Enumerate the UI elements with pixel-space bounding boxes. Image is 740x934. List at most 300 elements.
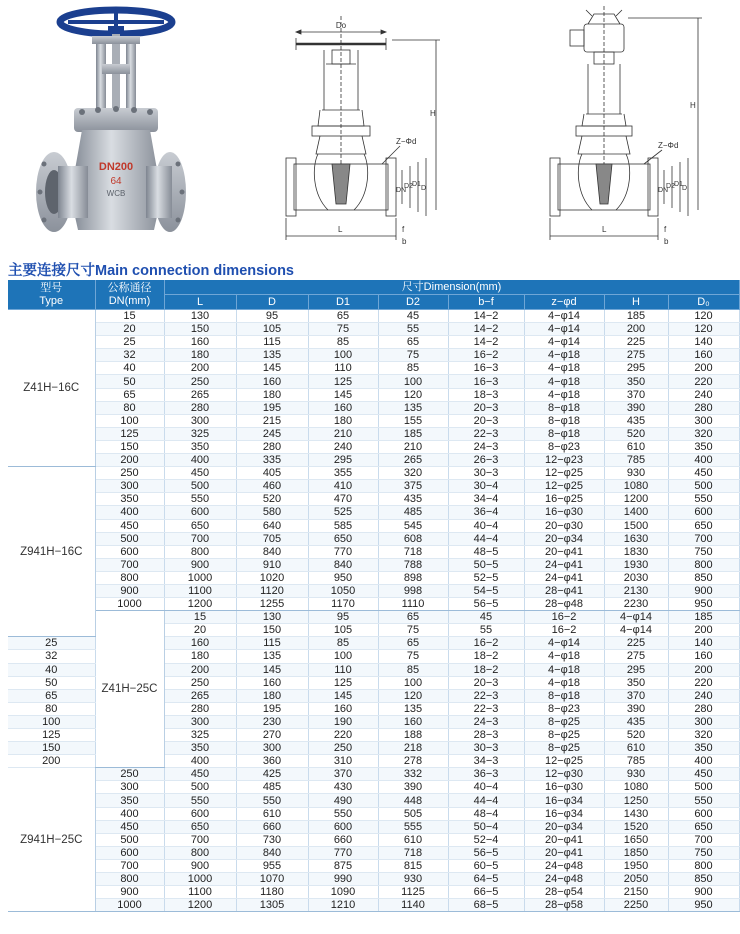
dimension-cell: 220 (668, 676, 739, 689)
dimension-cell: 350 (668, 742, 739, 755)
table-row (8, 519, 739, 532)
dimension-cell: 200 (604, 323, 668, 336)
dimension-cell: 30−3 (448, 742, 524, 755)
dn-cell: 600 (95, 846, 164, 859)
dimension-cell: 160 (308, 401, 378, 414)
dimension-cell: 600 (164, 506, 236, 519)
dimension-cell: 20−φ41 (524, 846, 604, 859)
dimension-cell: 350 (164, 440, 236, 453)
label-zd-electric: Z−Φd (658, 141, 679, 150)
dimension-cell: 22−3 (448, 689, 524, 702)
dimension-cell: 95 (236, 310, 308, 323)
dimension-cell: 140 (668, 336, 739, 349)
dimension-cell: 130 (236, 611, 308, 624)
table-row (8, 886, 739, 899)
dimension-cell: 50−4 (448, 820, 524, 833)
dn-cell: 65 (8, 689, 95, 702)
dimension-cell: 600 (668, 506, 739, 519)
label-dn: DN (396, 187, 407, 194)
dimension-cell: 45 (378, 310, 448, 323)
dimension-cell: 425 (236, 768, 308, 781)
table-row (8, 611, 739, 624)
dimension-cell: 1830 (604, 545, 668, 558)
dimension-cell: 188 (378, 729, 448, 742)
type-cell: Z941H−16C (8, 467, 95, 637)
dimension-cell: 900 (668, 886, 739, 899)
dimension-cell: 34−3 (448, 755, 524, 768)
dimension-cell: 550 (236, 794, 308, 807)
dimension-cell: 8−φ18 (524, 689, 604, 702)
dimension-cell: 220 (668, 375, 739, 388)
dimension-cell: 505 (378, 807, 448, 820)
dimension-cell: 800 (668, 859, 739, 872)
table-row (8, 506, 739, 519)
dimension-cell: 955 (236, 859, 308, 872)
dimension-cell: 2150 (604, 886, 668, 899)
dimension-cell: 150 (164, 323, 236, 336)
dimension-cell: 325 (164, 729, 236, 742)
dimension-cell: 250 (308, 742, 378, 755)
table-row (8, 532, 739, 545)
dimension-cell: 1200 (164, 899, 236, 912)
dimension-cell: 1650 (604, 833, 668, 846)
dimension-cell: 400 (668, 755, 739, 768)
dimension-cell: 800 (668, 558, 739, 571)
dimension-cell: 525 (308, 506, 378, 519)
dimension-cell: 100 (308, 349, 378, 362)
dimension-cell: 718 (378, 545, 448, 558)
dimension-cell: 65 (378, 637, 448, 650)
dimension-cell: 332 (378, 768, 448, 781)
dn-cell: 900 (95, 886, 164, 899)
dimension-cell: 200 (164, 362, 236, 375)
dimension-cell: 750 (668, 846, 739, 859)
dimension-cell: 350 (604, 375, 668, 388)
dimension-cell: 430 (308, 781, 378, 794)
dimension-cell: 1200 (164, 598, 236, 611)
table-row (8, 807, 739, 820)
dimension-cell: 1255 (236, 598, 308, 611)
dimension-cell: 2130 (604, 584, 668, 597)
dimension-cell: 300 (668, 715, 739, 728)
dimension-cell: 160 (378, 715, 448, 728)
dimension-cell: 75 (378, 650, 448, 663)
dimension-cell: 16−2 (448, 637, 524, 650)
dimension-cell: 410 (308, 480, 378, 493)
dimension-cell: 520 (604, 729, 668, 742)
dimension-cell: 265 (164, 388, 236, 401)
dimension-cell: 1000 (164, 571, 236, 584)
dimension-cell: 800 (164, 545, 236, 558)
dimension-cell: 120 (668, 323, 739, 336)
dimension-cell: 1110 (378, 598, 448, 611)
dimension-cell: 448 (378, 794, 448, 807)
header-dn-en: DN(mm) (108, 294, 151, 307)
dimension-cell: 160 (236, 375, 308, 388)
dimension-cell: 520 (604, 427, 668, 440)
dimension-cell: 280 (164, 702, 236, 715)
dimension-cell: 16−2 (524, 624, 604, 637)
dimension-cell: 4−φ18 (524, 676, 604, 689)
type-cell: Z41H−16C (8, 310, 95, 467)
dn-cell: 40 (8, 663, 95, 676)
dimension-cell: 55 (378, 323, 448, 336)
dn-cell: 125 (8, 729, 95, 742)
dimension-cell: 800 (164, 846, 236, 859)
dimension-cell: 120 (378, 689, 448, 702)
dimension-cell: 110 (308, 362, 378, 375)
dimension-cell: 16−2 (524, 611, 604, 624)
dimension-cell: 650 (164, 519, 236, 532)
header-col: D₀ (668, 295, 739, 310)
dimension-cell: 850 (668, 571, 739, 584)
table-row (8, 571, 739, 584)
dimension-cell: 120 (668, 310, 739, 323)
dimension-cell: 4−φ14 (524, 336, 604, 349)
dimension-cell: 28−φ54 (524, 886, 604, 899)
table-row (8, 388, 739, 401)
dimension-cell: 400 (668, 454, 739, 467)
table-row (8, 493, 739, 506)
dimension-cell: 500 (668, 781, 739, 794)
dimension-cell: 650 (668, 519, 739, 532)
dimension-cell: 900 (164, 859, 236, 872)
label-d1-electric: D1 (674, 181, 683, 188)
dn-cell: 25 (8, 637, 95, 650)
dimension-cell: 1140 (378, 899, 448, 912)
dimension-cell: 85 (308, 637, 378, 650)
dimension-cell: 218 (378, 742, 448, 755)
dimension-cell: 350 (164, 742, 236, 755)
dimension-cell: 640 (236, 519, 308, 532)
dimension-cell: 220 (308, 729, 378, 742)
dimension-cell: 278 (378, 755, 448, 768)
dimension-cell: 180 (308, 414, 378, 427)
dimension-cell: 200 (668, 624, 739, 637)
table-row (8, 545, 739, 558)
dimension-cell: 160 (164, 637, 236, 650)
dimension-cell: 26−3 (448, 454, 524, 467)
dn-cell: 65 (95, 388, 164, 401)
dimension-cell: 400 (164, 454, 236, 467)
label-d2: D2 (404, 183, 413, 190)
dn-cell: 80 (95, 401, 164, 414)
header-dn (95, 280, 164, 310)
dimension-cell: 185 (604, 310, 668, 323)
dimension-cell: 275 (604, 650, 668, 663)
dimension-cell: 788 (378, 558, 448, 571)
dimension-cell: 355 (308, 467, 378, 480)
dimension-cell: 898 (378, 571, 448, 584)
dimension-cell: 1070 (236, 873, 308, 886)
dimension-cell: 110 (308, 663, 378, 676)
dn-cell: 20 (164, 624, 236, 637)
dimension-cell: 24−3 (448, 440, 524, 453)
dimension-cell: 28−φ41 (524, 584, 604, 597)
label-d2-electric: D2 (666, 183, 675, 190)
dimension-cell: 16−3 (448, 362, 524, 375)
dimension-cell: 145 (236, 362, 308, 375)
table-row (8, 598, 739, 611)
dimension-cell: 610 (604, 742, 668, 755)
dimension-cell: 555 (378, 820, 448, 833)
dimension-cell: 1500 (604, 519, 668, 532)
dimension-cell: 200 (668, 362, 739, 375)
valve-marking-pressure: 64 (110, 176, 122, 187)
label-dn-electric: DN (658, 187, 669, 194)
dimension-cell: 1430 (604, 807, 668, 820)
dimension-cell: 48−5 (448, 545, 524, 558)
dimension-cell: 2230 (604, 598, 668, 611)
dimension-cell: 100 (308, 650, 378, 663)
dimension-cell: 550 (668, 794, 739, 807)
valve-marking-size: DN200 (98, 161, 134, 173)
dimension-cell: 22−3 (448, 702, 524, 715)
dimension-cell: 160 (668, 349, 739, 362)
dn-cell: 800 (95, 873, 164, 886)
dimension-cell: 460 (236, 480, 308, 493)
dimension-cell: 610 (378, 833, 448, 846)
dn-cell: 450 (95, 820, 164, 833)
dn-cell: 100 (8, 715, 95, 728)
gate-valve-photo (28, 4, 188, 244)
dn-cell: 350 (95, 493, 164, 506)
dimension-cell: 650 (308, 532, 378, 545)
dimension-cell: 1170 (308, 598, 378, 611)
dimension-cell: 600 (164, 807, 236, 820)
dimension-cell: 4−φ18 (524, 362, 604, 375)
type-cell: Z941H−25C (8, 768, 95, 912)
table-row (8, 375, 739, 388)
dimension-cell: 650 (668, 820, 739, 833)
dimension-cell: 608 (378, 532, 448, 545)
dimension-cell: 700 (668, 833, 739, 846)
dn-cell: 32 (95, 349, 164, 362)
dimension-cell: 16−φ34 (524, 807, 604, 820)
dimension-cell: 950 (308, 571, 378, 584)
dn-cell: 500 (95, 532, 164, 545)
dimension-cell: 770 (308, 846, 378, 859)
dimension-cell: 36−3 (448, 768, 524, 781)
dimension-cell: 56−5 (448, 846, 524, 859)
dimension-cell: 660 (308, 833, 378, 846)
dimension-cell: 450 (164, 467, 236, 480)
table-row (8, 454, 739, 467)
dimension-cell: 95 (308, 611, 378, 624)
dn-cell: 300 (95, 781, 164, 794)
dimension-cell: 585 (308, 519, 378, 532)
table-row (8, 414, 739, 427)
table-row (8, 833, 739, 846)
dimension-cell: 195 (236, 702, 308, 715)
dimension-cell: 1050 (308, 584, 378, 597)
dimension-cell: 4−φ14 (524, 323, 604, 336)
dimension-cell: 300 (164, 414, 236, 427)
dimension-cell: 150 (236, 624, 308, 637)
dn-cell: 450 (95, 519, 164, 532)
dimension-cell: 370 (604, 689, 668, 702)
dimension-cell: 75 (378, 349, 448, 362)
dimension-cell: 18−3 (448, 388, 524, 401)
dimension-cell: 8−φ18 (524, 401, 604, 414)
dimension-cell: 270 (236, 729, 308, 742)
dimension-cell: 14−2 (448, 336, 524, 349)
table-row (8, 820, 739, 833)
table-row (8, 558, 739, 571)
dimension-cell: 105 (308, 624, 378, 637)
dn-cell: 400 (95, 807, 164, 820)
dimension-cell: 30−4 (448, 480, 524, 493)
dimension-cell: 8−φ23 (524, 702, 604, 715)
dn-cell: 600 (95, 545, 164, 558)
dimension-cell: 500 (668, 480, 739, 493)
dn-cell: 100 (95, 414, 164, 427)
label-do: Do (335, 21, 347, 30)
dimension-cell: 4−φ18 (524, 349, 604, 362)
dimension-cell: 135 (236, 650, 308, 663)
dimension-cell: 60−5 (448, 859, 524, 872)
table-row (8, 794, 739, 807)
table-row (8, 480, 739, 493)
table-header (8, 280, 739, 310)
dimension-cell: 145 (236, 663, 308, 676)
manual-valve-drawing (282, 14, 452, 249)
dimension-cell: 64−5 (448, 873, 524, 886)
dimension-cell: 225 (604, 336, 668, 349)
header-col: D1 (308, 295, 378, 310)
dimension-cell: 145 (308, 689, 378, 702)
dimension-cell: 1180 (236, 886, 308, 899)
dimension-cell: 16−φ34 (524, 794, 604, 807)
table-row (8, 584, 739, 597)
dimension-cell: 1850 (604, 846, 668, 859)
dimension-cell: 550 (164, 794, 236, 807)
dimension-cell: 785 (604, 755, 668, 768)
dimension-cell: 8−φ25 (524, 742, 604, 755)
dimension-cell: 125 (308, 375, 378, 388)
dn-cell: 700 (95, 859, 164, 872)
dimension-cell: 8−φ25 (524, 729, 604, 742)
dn-cell: 80 (8, 702, 95, 715)
dimension-cell: 225 (604, 637, 668, 650)
dimension-cell: 1950 (604, 859, 668, 872)
header-col: D (236, 295, 308, 310)
dimension-cell: 370 (604, 388, 668, 401)
dn-cell: 125 (95, 427, 164, 440)
dimension-cell: 18−2 (448, 650, 524, 663)
header-col: z−φd (524, 295, 604, 310)
dimension-cell: 705 (236, 532, 308, 545)
dimension-cell: 320 (668, 729, 739, 742)
dn-cell: 250 (95, 768, 164, 781)
table-row (8, 323, 739, 336)
dimension-cell: 40−4 (448, 519, 524, 532)
dimension-cell: 4−φ18 (524, 388, 604, 401)
table-row (8, 899, 739, 912)
dimension-cell: 55 (448, 624, 524, 637)
dn-cell: 900 (95, 584, 164, 597)
dimension-cell: 900 (164, 558, 236, 571)
table-row (8, 859, 739, 872)
dimension-cell: 370 (308, 768, 378, 781)
table-row (8, 440, 739, 453)
dn-cell: 150 (8, 742, 95, 755)
dimension-cell: 1080 (604, 781, 668, 794)
dimension-cell: 875 (308, 859, 378, 872)
table-row (8, 310, 739, 323)
dimension-cell: 4−φ18 (524, 650, 604, 663)
dimension-cell: 580 (236, 506, 308, 519)
dimension-cell: 40−4 (448, 781, 524, 794)
dimension-cell: 450 (164, 768, 236, 781)
dimension-cell: 450 (668, 467, 739, 480)
dn-cell: 300 (95, 480, 164, 493)
dimension-cell: 50−5 (448, 558, 524, 571)
dimension-cell: 48−4 (448, 807, 524, 820)
dimension-cell: 66−5 (448, 886, 524, 899)
dimension-cell: 930 (378, 873, 448, 886)
dimension-cell: 2250 (604, 899, 668, 912)
dimension-cell: 22−3 (448, 427, 524, 440)
header-col: H (604, 295, 668, 310)
dimension-cell: 125 (308, 676, 378, 689)
dimension-cell: 195 (236, 401, 308, 414)
dn-cell: 400 (95, 506, 164, 519)
dimension-cell: 230 (236, 715, 308, 728)
dimension-cell: 140 (668, 637, 739, 650)
dimension-cell: 1125 (378, 886, 448, 899)
dimension-cell: 16−2 (448, 349, 524, 362)
dimension-cell: 1210 (308, 899, 378, 912)
dimension-cell: 295 (604, 663, 668, 676)
dimension-cell: 160 (308, 702, 378, 715)
dimension-cell: 265 (378, 454, 448, 467)
dn-cell: 700 (95, 558, 164, 571)
table-row (8, 781, 739, 794)
dn-cell: 1000 (95, 598, 164, 611)
dimension-cell: 14−2 (448, 310, 524, 323)
dimension-cell: 375 (378, 480, 448, 493)
label-f: f (402, 225, 405, 234)
dimension-cell: 100 (378, 676, 448, 689)
dimension-cell: 390 (378, 781, 448, 794)
table-row (8, 336, 739, 349)
dimension-cell: 215 (236, 414, 308, 427)
dn-cell: 1000 (95, 899, 164, 912)
table-row (8, 846, 739, 859)
dimension-cell: 160 (164, 336, 236, 349)
dimension-cell: 4−φ14 (524, 637, 604, 650)
label-d-electric: D (682, 185, 688, 192)
dimension-cell: 1120 (236, 584, 308, 597)
dimension-cell: 450 (668, 768, 739, 781)
dimension-cell: 435 (604, 715, 668, 728)
dimension-cell: 610 (604, 440, 668, 453)
dimension-cell: 4−φ14 (604, 624, 668, 637)
dimension-cell: 75 (378, 624, 448, 637)
header-col: b−f (448, 295, 524, 310)
dimension-cell: 840 (308, 558, 378, 571)
dimension-cell: 14−2 (448, 323, 524, 336)
dn-cell: 20 (95, 323, 164, 336)
dimension-cell: 910 (236, 558, 308, 571)
dimension-cell: 200 (164, 663, 236, 676)
dimension-cell: 240 (668, 689, 739, 702)
dimension-cell: 24−φ48 (524, 873, 604, 886)
dimension-cell: 250 (164, 375, 236, 388)
dimension-cell: 280 (668, 401, 739, 414)
dimension-cell: 1100 (164, 584, 236, 597)
